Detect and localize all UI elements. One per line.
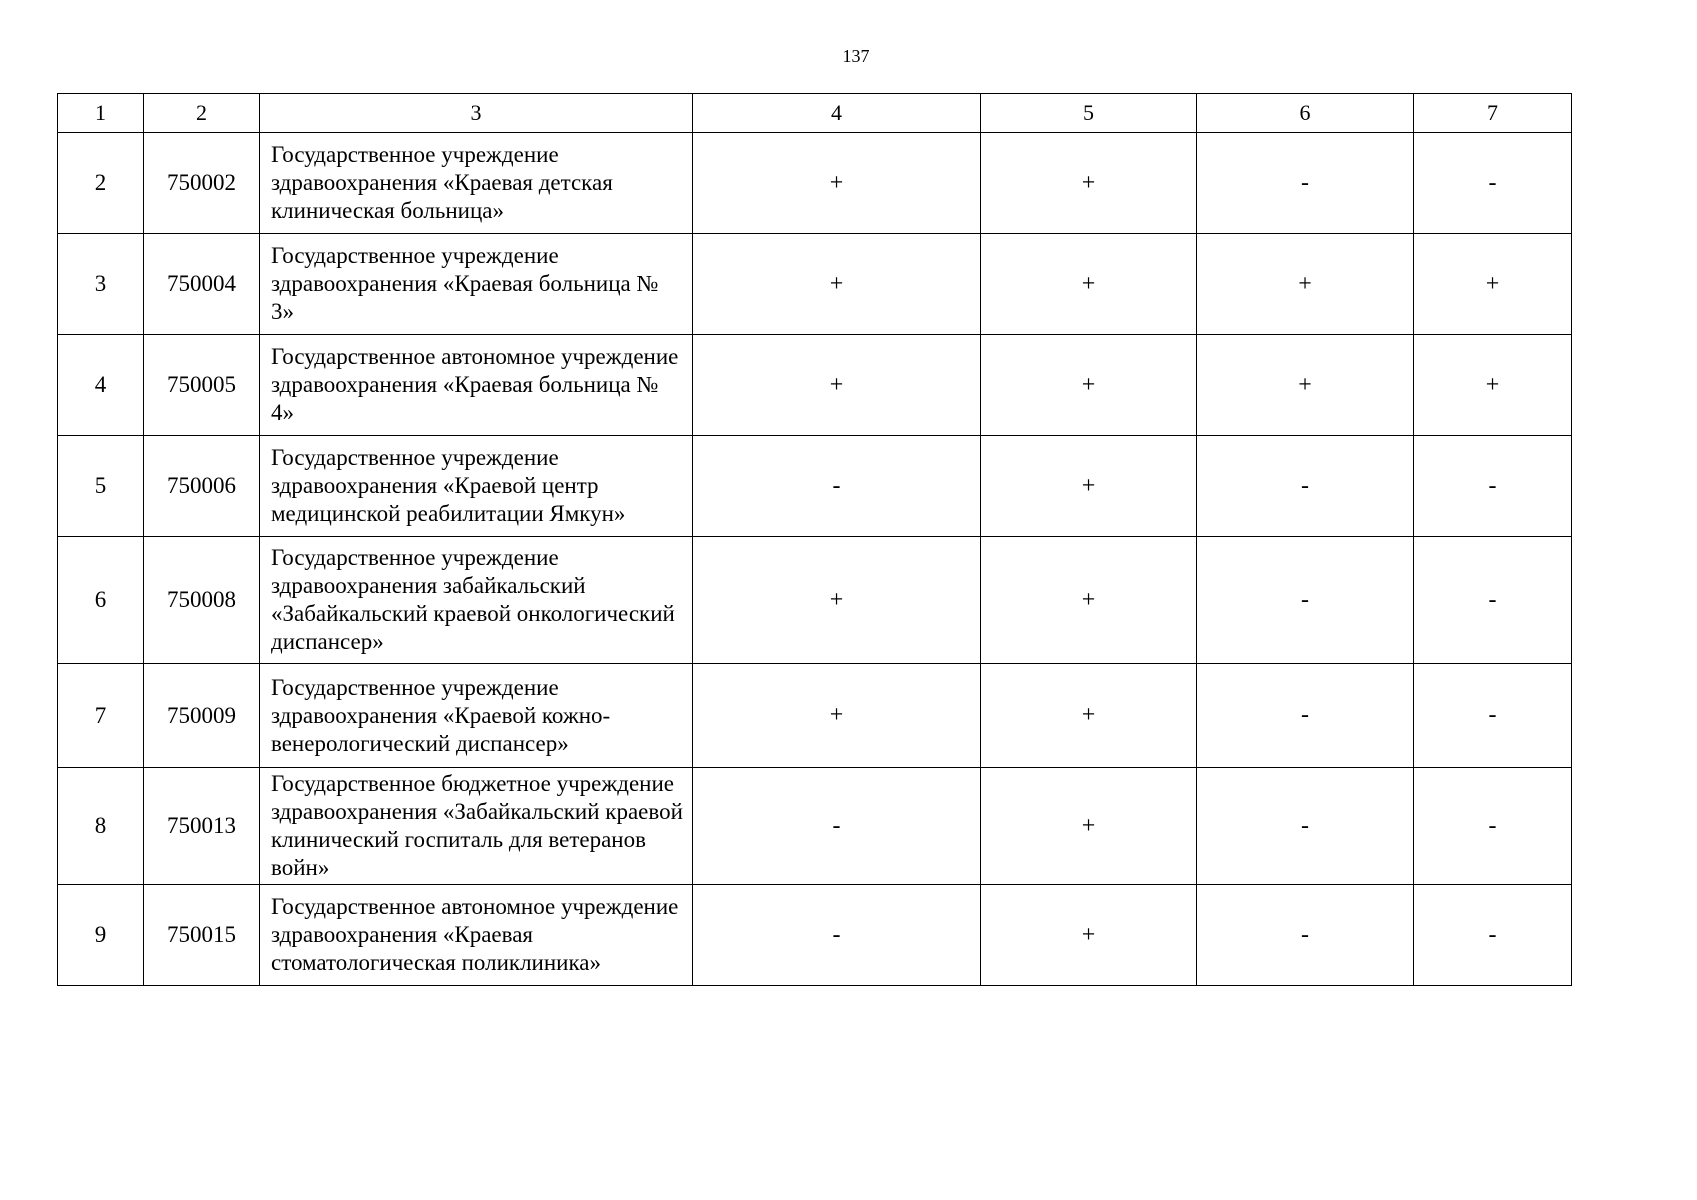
row-mark-col5: +	[981, 133, 1197, 234]
header-cell-5: 5	[981, 94, 1197, 133]
row-mark-col5: +	[981, 537, 1197, 664]
row-mark-col7: -	[1414, 885, 1572, 986]
row-mark-col5: +	[981, 436, 1197, 537]
row-code: 750008	[144, 537, 260, 664]
row-mark-col7: -	[1414, 537, 1572, 664]
table-header-row	[58, 94, 1572, 133]
row-code: 750002	[144, 133, 260, 234]
row-mark-col5: +	[981, 335, 1197, 436]
row-number: 5	[58, 436, 144, 537]
row-code: 750006	[144, 436, 260, 537]
row-mark-col4: -	[693, 768, 981, 885]
row-mark-col6: +	[1197, 335, 1414, 436]
row-name: Государственное автономное учреждение здравоохранения «Краевая стоматологическая поликлиника»	[260, 885, 693, 986]
row-number: 9	[58, 885, 144, 986]
row-mark-col6: -	[1197, 133, 1414, 234]
row-mark-col4: +	[693, 234, 981, 335]
row-number: 8	[58, 768, 144, 885]
row-mark-col5: +	[981, 664, 1197, 768]
table-row	[58, 537, 1572, 664]
header-cell-1: 1	[58, 94, 144, 133]
row-name: Государственное учреждение здравоохранения «Краевой центр медицинской реабилитации Ямкун»	[260, 436, 693, 537]
row-number: 7	[58, 664, 144, 768]
row-name: Государственное бюджетное учреждение здравоохранения «Забайкальский краевой клинический госпиталь для ветеранов войн»	[260, 768, 693, 885]
row-number: 2	[58, 133, 144, 234]
row-mark-col4: +	[693, 664, 981, 768]
table-row	[58, 234, 1572, 335]
table-row	[58, 885, 1572, 986]
header-cell-7: 7	[1414, 94, 1572, 133]
row-number: 3	[58, 234, 144, 335]
row-mark-col7: -	[1414, 664, 1572, 768]
row-name: Государственное учреждение здравоохранения забайкальский «Забайкальский краевой онкологический диспансер»	[260, 537, 693, 664]
register-table	[57, 93, 1572, 986]
row-mark-col6: -	[1197, 768, 1414, 885]
table-row	[58, 436, 1572, 537]
row-mark-col4: -	[693, 436, 981, 537]
row-mark-col7: -	[1414, 133, 1572, 234]
row-number: 4	[58, 335, 144, 436]
row-mark-col6: -	[1197, 436, 1414, 537]
table-row	[58, 133, 1572, 234]
row-number: 6	[58, 537, 144, 664]
row-mark-col6: -	[1197, 885, 1414, 986]
header-cell-3: 3	[260, 94, 693, 133]
table-row	[58, 335, 1572, 436]
row-name: Государственное учреждение здравоохранения «Краевой кожно-венерологический диспансер»	[260, 664, 693, 768]
table-row	[58, 768, 1572, 885]
row-name: Государственное учреждение здравоохранения «Краевая больница № 3»	[260, 234, 693, 335]
row-mark-col5: +	[981, 768, 1197, 885]
row-mark-col6: -	[1197, 664, 1414, 768]
row-mark-col4: +	[693, 537, 981, 664]
row-mark-col4: +	[693, 133, 981, 234]
row-mark-col7: -	[1414, 768, 1572, 885]
header-cell-6: 6	[1197, 94, 1414, 133]
row-code: 750005	[144, 335, 260, 436]
table-row	[58, 664, 1572, 768]
page-number: 137	[842, 46, 870, 66]
row-mark-col5: +	[981, 885, 1197, 986]
row-mark-col6: -	[1197, 537, 1414, 664]
header-cell-2: 2	[144, 94, 260, 133]
row-mark-col5: +	[981, 234, 1197, 335]
row-name: Государственное учреждение здравоохранения «Краевая детская клиническая больница»	[260, 133, 693, 234]
row-mark-col7: -	[1414, 436, 1572, 537]
row-mark-col7: +	[1414, 335, 1572, 436]
row-code: 750009	[144, 664, 260, 768]
row-mark-col7: +	[1414, 234, 1572, 335]
row-code: 750004	[144, 234, 260, 335]
row-mark-col4: +	[693, 335, 981, 436]
row-name: Государственное автономное учреждение здравоохранения «Краевая больница № 4»	[260, 335, 693, 436]
header-cell-4: 4	[693, 94, 981, 133]
row-code: 750015	[144, 885, 260, 986]
row-mark-col4: -	[693, 885, 981, 986]
row-code: 750013	[144, 768, 260, 885]
row-mark-col6: +	[1197, 234, 1414, 335]
